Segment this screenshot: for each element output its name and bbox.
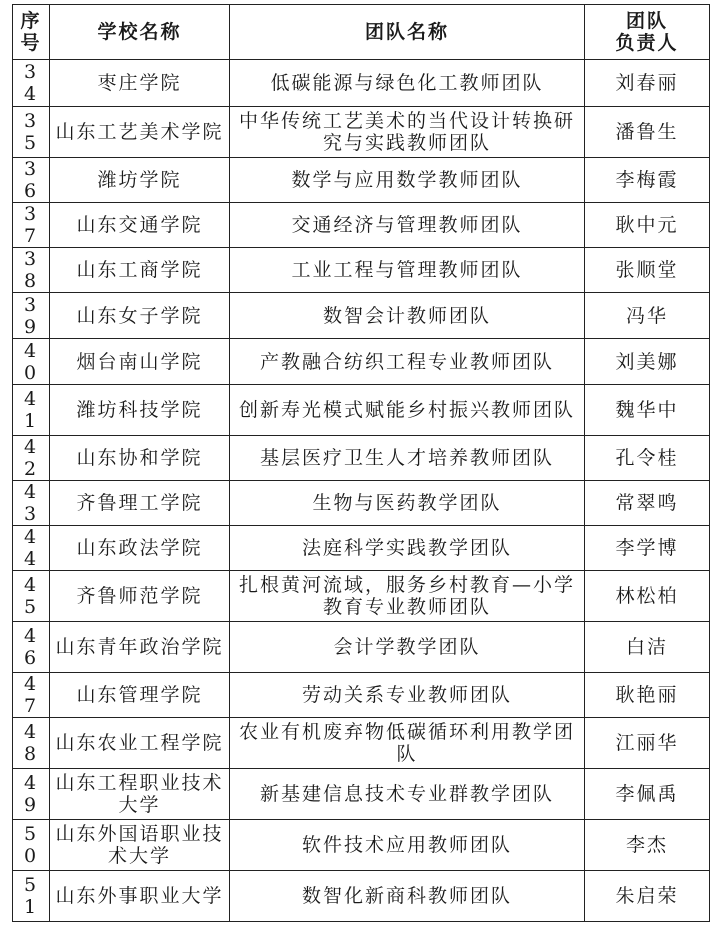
table-row	[13, 622, 710, 673]
cell-school: 山东交通学院	[50, 203, 230, 248]
cell-number: 39	[13, 293, 50, 339]
cell-school: 潍坊学院	[50, 158, 230, 203]
cell-team: 扎根黄河流域，服务乡村教育—小学教育专业教师团队	[230, 571, 585, 622]
cell-team: 劳动关系专业教师团队	[230, 673, 585, 718]
cell-team: 软件技术应用教师团队	[230, 820, 585, 871]
table-row	[13, 718, 710, 769]
cell-leader: 朱启荣	[585, 871, 710, 922]
cell-school: 潍坊科技学院	[50, 385, 230, 436]
table-row	[13, 158, 710, 203]
cell-leader: 耿艳丽	[585, 673, 710, 718]
cell-team: 中华传统工艺美术的当代设计转换研究与实践教师团队	[230, 107, 585, 158]
cell-number: 45	[13, 571, 50, 622]
table-row	[13, 248, 710, 293]
cell-number: 34	[13, 60, 50, 107]
cell-team: 数学与应用数学教师团队	[230, 158, 585, 203]
cell-leader: 张顺堂	[585, 248, 710, 293]
cell-leader: 魏华中	[585, 385, 710, 436]
table-row	[13, 60, 710, 107]
table-row	[13, 673, 710, 718]
header-leader-line1: 团队	[625, 10, 668, 32]
cell-leader: 常翠鸣	[585, 481, 710, 526]
cell-team: 新基建信息技术专业群教学团队	[230, 769, 585, 820]
cell-leader: 耿中元	[585, 203, 710, 248]
table-row	[13, 436, 710, 481]
cell-number: 43	[13, 481, 50, 526]
cell-number: 42	[13, 436, 50, 481]
cell-number: 46	[13, 622, 50, 673]
cell-leader: 冯华	[585, 293, 710, 339]
cell-number: 50	[13, 820, 50, 871]
cell-school: 山东外事职业大学	[50, 871, 230, 922]
cell-team: 数智会计教师团队	[230, 293, 585, 339]
cell-leader: 李杰	[585, 820, 710, 871]
header-team: 团队名称	[230, 5, 585, 60]
cell-number: 41	[13, 385, 50, 436]
cell-leader: 林松柏	[585, 571, 710, 622]
cell-team: 产教融合纺织工程专业教师团队	[230, 339, 585, 385]
table-row	[13, 526, 710, 571]
table-body	[13, 60, 710, 922]
cell-number: 40	[13, 339, 50, 385]
table-row	[13, 481, 710, 526]
cell-leader: 李学博	[585, 526, 710, 571]
header-number-line2: 号	[20, 32, 42, 54]
cell-team: 低碳能源与绿色化工教师团队	[230, 60, 585, 107]
cell-team: 农业有机废弃物低碳循环利用教学团队	[230, 718, 585, 769]
cell-school: 山东政法学院	[50, 526, 230, 571]
cell-school: 山东青年政治学院	[50, 622, 230, 673]
cell-school: 烟台南山学院	[50, 339, 230, 385]
table-row	[13, 871, 710, 922]
cell-leader: 李佩禹	[585, 769, 710, 820]
cell-leader: 白洁	[585, 622, 710, 673]
cell-team: 工业工程与管理教师团队	[230, 248, 585, 293]
cell-school: 齐鲁师范学院	[50, 571, 230, 622]
cell-team: 生物与医药教学团队	[230, 481, 585, 526]
header-leader	[585, 5, 710, 60]
header-leader-line2: 负责人	[615, 32, 679, 54]
cell-number: 51	[13, 871, 50, 922]
cell-number: 47	[13, 673, 50, 718]
teaching-team-table	[12, 4, 710, 922]
header-number	[13, 5, 50, 60]
cell-school: 山东工艺美术学院	[50, 107, 230, 158]
cell-leader: 江丽华	[585, 718, 710, 769]
table-row	[13, 293, 710, 339]
cell-school: 齐鲁理工学院	[50, 481, 230, 526]
cell-school: 山东农业工程学院	[50, 718, 230, 769]
cell-team: 数智化新商科教师团队	[230, 871, 585, 922]
cell-number: 38	[13, 248, 50, 293]
cell-number: 44	[13, 526, 50, 571]
table-header-row	[13, 5, 710, 60]
table-row	[13, 203, 710, 248]
cell-leader: 刘春丽	[585, 60, 710, 107]
table-row	[13, 769, 710, 820]
cell-school: 山东管理学院	[50, 673, 230, 718]
header-number-line1: 序	[20, 10, 42, 32]
cell-number: 37	[13, 203, 50, 248]
cell-school: 山东女子学院	[50, 293, 230, 339]
cell-school: 枣庄学院	[50, 60, 230, 107]
cell-leader: 刘美娜	[585, 339, 710, 385]
cell-number: 36	[13, 158, 50, 203]
cell-number: 48	[13, 718, 50, 769]
cell-leader: 孔令桂	[585, 436, 710, 481]
table-row	[13, 107, 710, 158]
cell-team: 基层医疗卫生人才培养教师团队	[230, 436, 585, 481]
cell-school: 山东协和学院	[50, 436, 230, 481]
cell-team: 交通经济与管理教师团队	[230, 203, 585, 248]
cell-leader: 潘鲁生	[585, 107, 710, 158]
cell-leader: 李梅霞	[585, 158, 710, 203]
table-row	[13, 571, 710, 622]
cell-school: 山东工程职业技术大学	[50, 769, 230, 820]
cell-number: 49	[13, 769, 50, 820]
table-row	[13, 820, 710, 871]
cell-school: 山东外国语职业技术大学	[50, 820, 230, 871]
cell-number: 35	[13, 107, 50, 158]
cell-team: 会计学教学团队	[230, 622, 585, 673]
table-row	[13, 339, 710, 385]
table-row	[13, 385, 710, 436]
cell-team: 法庭科学实践教学团队	[230, 526, 585, 571]
cell-team: 创新寿光模式赋能乡村振兴教师团队	[230, 385, 585, 436]
cell-school: 山东工商学院	[50, 248, 230, 293]
header-school: 学校名称	[50, 5, 230, 60]
